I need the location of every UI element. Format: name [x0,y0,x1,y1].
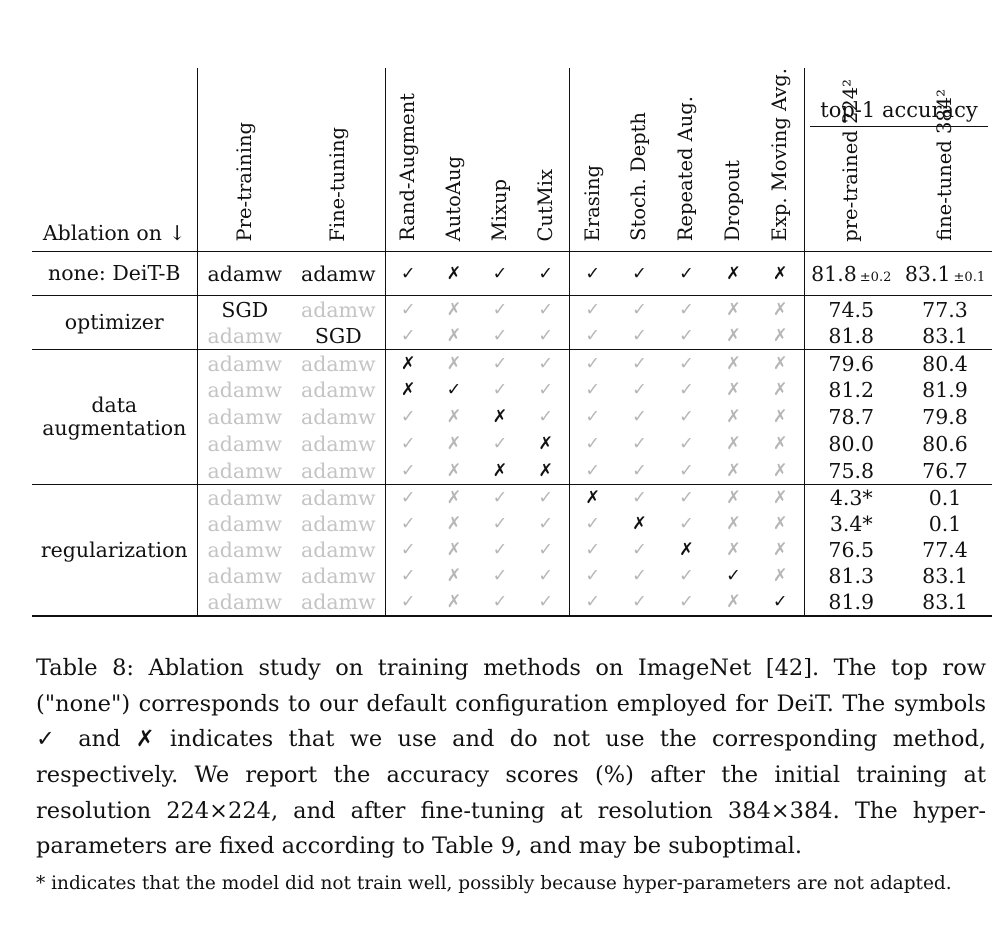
mark-stoch-depth: ✓ [632,566,647,587]
mark-repeated-aug: ✓ [679,592,694,613]
mark-cutmix: ✓ [523,350,569,377]
mark-exp-moving-avg: ✗ [757,323,804,350]
accuracy-224 [804,323,898,350]
mark-mixup: ✓ [492,434,508,455]
mark-repeated-aug: ✓ [679,434,694,455]
mark-exp-moving-avg: ✓ [757,589,804,616]
col-header-cutmix [523,68,569,252]
mark-cutmix: ✓ [523,589,569,616]
mark-rand-augment: ✓ [400,434,416,455]
mark-rand-augment: ✓ [400,326,416,347]
mark-stoch-depth: ✓ [632,380,647,401]
accuracy-value: 77.3 [922,297,968,322]
accuracy-224 [804,431,898,458]
mark-rand-augment: ✓ [400,514,416,535]
mark-cutmix: ✓ [523,323,569,350]
col-header-stoch-depth [616,68,663,252]
accuracy-value: 80.0 [828,432,875,457]
accuracy-value: 4.3* [829,486,873,511]
mark-cutmix: ✓ [523,485,569,512]
accuracy-224 [804,377,898,404]
rotated-header-label: Repeated Aug. [674,96,698,242]
mark-exp-moving-avg: ✗ [757,350,804,377]
accuracy-value: 74.5 [828,297,875,322]
accuracy-value: 76.5 [828,538,875,563]
mark-repeated-aug: ✓ [679,461,694,482]
accuracy-value: 79.8 [922,405,968,430]
mark-autoaug: ✗ [446,592,462,613]
mark-repeated-aug: ✓ [663,485,710,512]
mark-exp-moving-avg: ✗ [757,296,804,323]
top1-accuracy-label: top-1 accuracy [810,98,988,127]
mark-erasing: ✓ [585,592,601,613]
rotated-header-label: Pre-training [232,121,256,242]
accuracy-value: 83.1 [904,261,951,286]
accuracy-224 [804,563,898,589]
mark-autoaug: ✗ [446,263,462,284]
accuracy-384 [898,350,992,377]
accuracy-224 [804,404,898,431]
accuracy-384 [898,431,992,458]
mark-mixup: ✓ [492,592,508,613]
mark-erasing: ✓ [585,263,601,284]
accuracy-224 [804,589,898,616]
rotated-header-label: Dropout [721,159,745,242]
col-header-mixup [477,68,523,252]
mark-dropout: ✗ [726,434,741,455]
col-header-pretrained-224 [804,68,898,252]
accuracy-384 [898,563,992,589]
pre-training-value: adamw [207,538,283,563]
accuracy-384 [898,404,992,431]
mark-erasing: ✓ [585,434,601,455]
fine-tuning-value: adamw [292,563,385,589]
mark-exp-moving-avg: ✗ [757,252,804,296]
mark-exp-moving-avg: ✗ [757,377,804,404]
accuracy-value: 81.2 [828,378,875,403]
fine-tuning-value: SGD [292,323,385,350]
accuracy-384 [898,458,992,485]
mark-cutmix: ✓ [523,296,569,323]
pre-training-value: adamw [197,350,292,377]
mark-autoaug: ✗ [446,326,462,347]
accuracy-value: 79.6 [828,351,875,376]
mark-rand-augment: ✗ [385,350,431,377]
mark-rand-augment: ✓ [385,296,431,323]
fine-tuning-value: adamw [292,350,385,377]
mark-dropout: ✗ [726,592,741,613]
mark-dropout: ✗ [726,326,741,347]
fine-tuning-value: adamw [292,589,385,616]
mark-stoch-depth: ✓ [616,350,663,377]
mark-repeated-aug: ✓ [663,296,710,323]
group-label: data augmentation [32,350,197,485]
mark-rand-augment: ✓ [400,407,416,428]
accuracy-value: 81.9 [922,378,968,403]
col-header-fine-tuning [292,68,385,252]
rotated-header-label: pre-trained 224² [839,78,863,242]
mark-erasing: ✓ [585,566,601,587]
fine-tuning-value: adamw [292,296,385,323]
mark-exp-moving-avg: ✗ [757,458,804,485]
accuracy-value: 78.7 [828,405,875,430]
mark-stoch-depth: ✓ [616,485,663,512]
col-header-exp-moving-avg [757,68,804,252]
mark-exp-moving-avg: ✗ [757,511,804,537]
accuracy-384 [898,377,992,404]
mark-cutmix: ✓ [523,511,569,537]
fine-tuning-value: adamw [292,458,385,485]
mark-repeated-aug: ✗ [679,540,694,561]
fine-tuning-value: adamw [292,252,385,296]
mark-dropout: ✓ [726,566,741,587]
mark-dropout: ✗ [726,540,741,561]
paper-page [0,68,1002,938]
mark-rand-augment: ✓ [400,592,416,613]
mark-autoaug: ✗ [446,540,462,561]
table-row [32,350,992,377]
mark-cutmix: ✓ [523,252,569,296]
mark-stoch-depth: ✓ [632,592,647,613]
accuracy-384 [898,252,992,296]
mark-stoch-depth: ✓ [632,326,647,347]
pre-training-value: adamw [207,405,283,430]
accuracy-value: 81.3 [828,564,875,589]
mark-autoaug: ✗ [431,350,477,377]
mark-rand-augment: ✗ [400,380,416,401]
rotated-header-label: AutoAug [441,155,465,242]
col-header-dropout [710,68,757,252]
mark-stoch-depth: ✓ [616,296,663,323]
rotated-header-label: Exp. Moving Avg. [768,68,792,242]
rotated-header-label: CutMix [533,168,557,242]
mark-autoaug: ✓ [446,380,462,401]
mark-cutmix: ✓ [523,377,569,404]
accuracy-std: ±0.1 [953,269,986,285]
accuracy-value: 81.8 [828,324,875,349]
fine-tuning-value: adamw [292,431,385,458]
accuracy-value: 81.8 [811,261,857,286]
mark-mixup: ✓ [477,485,523,512]
mark-rand-augment: ✓ [385,485,431,512]
col-header-ablation-on: Ablation on ↓ [32,68,197,252]
mark-mixup: ✓ [492,380,508,401]
mark-stoch-depth: ✗ [632,514,647,535]
mark-repeated-aug: ✓ [679,263,694,284]
accuracy-value: 83.1 [922,590,968,615]
pre-training-value: adamw [207,378,283,403]
pre-training-value: adamw [207,261,283,286]
mark-dropout: ✗ [726,461,741,482]
header-row [32,68,992,252]
mark-mixup: ✓ [477,350,523,377]
mark-autoaug: ✗ [446,514,462,535]
pre-training-value: adamw [207,324,283,349]
rotated-header-label: Stoch. Depth [627,112,651,242]
fine-tuning-value: adamw [292,537,385,563]
mark-erasing: ✓ [585,461,601,482]
mark-repeated-aug: ✓ [679,326,694,347]
mark-rand-augment: ✓ [400,263,416,284]
group-label: regularization [32,485,197,617]
accuracy-384 [898,296,992,323]
accuracy-value: 80.4 [922,351,968,376]
col-header-repeated-aug [663,68,710,252]
mark-autoaug: ✗ [446,434,462,455]
mark-mixup: ✓ [492,326,508,347]
pre-training-value: adamw [207,432,283,457]
accuracy-384 [898,589,992,616]
mark-dropout: ✗ [710,485,757,512]
mark-autoaug: ✗ [446,461,462,482]
mark-rand-augment: ✓ [400,461,416,482]
mark-repeated-aug: ✓ [679,380,694,401]
table-caption: Table 8: Ablation study on training methods on ImageNet [42]. The top row ("none") corresponds to our default configuration employed for DeiT. The symbols ✓ and ✗ indicates that we use and do not use the corresponding method, respectively. We report the accuracy scores (%) after the initial training at resolution 224×224, and after fine-tuning at resolution 384×384. The hyper-parameters are fixed according to Table 9, and may be suboptimal. [36,655,986,860]
mark-repeated-aug: ✓ [679,566,694,587]
mark-stoch-depth: ✓ [632,461,647,482]
rotated-header-label: Rand-Augment [396,93,420,242]
pre-training-value: adamw [207,564,283,589]
mark-stoch-depth: ✓ [632,263,647,284]
fine-tuning-value: adamw [292,377,385,404]
accuracy-384 [898,511,992,537]
mark-autoaug: ✗ [431,296,477,323]
mark-dropout: ✗ [710,296,757,323]
accuracy-224 [804,296,898,323]
mark-erasing: ✓ [569,350,616,377]
accuracy-384 [898,485,992,512]
mark-exp-moving-avg: ✗ [757,537,804,563]
mark-erasing: ✓ [585,514,601,535]
table-row [32,296,992,323]
mark-autoaug: ✗ [431,485,477,512]
rotated-header-label: Fine-tuning [326,126,350,242]
group-label: none: DeiT-B [32,252,197,296]
mark-mixup: ✗ [492,461,508,482]
rotated-header-label: fine-tuned 384² [932,89,956,242]
mark-cutmix: ✓ [523,563,569,589]
accuracy-value: 75.8 [828,459,875,484]
mark-erasing: ✓ [585,540,601,561]
col-header-finetuned-384 [898,68,992,252]
accuracy-value: 0.1 [928,512,962,537]
mark-rand-augment: ✓ [400,566,416,587]
mark-dropout: ✗ [710,350,757,377]
col-header-erasing [569,68,616,252]
table-row [32,485,992,512]
mark-autoaug: ✗ [446,407,462,428]
accuracy-224 [804,537,898,563]
col-header-pre-training [197,68,292,252]
mark-cutmix: ✓ [523,537,569,563]
accuracy-224 [804,511,898,537]
accuracy-value: 83.1 [922,564,968,589]
group-label: optimizer [32,296,197,350]
mark-mixup: ✓ [492,566,508,587]
mark-erasing: ✓ [569,296,616,323]
accuracy-value: 83.1 [922,324,968,349]
mark-mixup: ✓ [492,540,508,561]
mark-cutmix: ✗ [523,458,569,485]
pre-training-value: SGD [197,296,292,323]
table-footnote: * indicates that the model did not train well, possibly because hyper-parameters are not adapted. [36,872,952,894]
mark-cutmix: ✓ [523,404,569,431]
mark-erasing: ✓ [585,407,601,428]
mark-dropout: ✗ [726,407,741,428]
pre-training-value: adamw [207,459,283,484]
mark-exp-moving-avg: ✗ [757,404,804,431]
mark-cutmix: ✗ [523,431,569,458]
mark-dropout: ✗ [726,514,741,535]
accuracy-224 [804,485,898,512]
accuracy-384 [898,537,992,563]
mark-exp-moving-avg: ✗ [757,563,804,589]
mark-repeated-aug: ✓ [663,350,710,377]
accuracy-224 [804,350,898,377]
accuracy-value: 77.4 [922,538,968,563]
accuracy-value: 81.9 [828,590,875,615]
mark-erasing: ✓ [585,380,601,401]
accuracy-384 [898,323,992,350]
mark-mixup: ✓ [492,263,508,284]
mark-stoch-depth: ✓ [632,540,647,561]
mark-dropout: ✗ [726,380,741,401]
pre-training-value: adamw [207,512,283,537]
fine-tuning-value: adamw [292,511,385,537]
mark-mixup: ✓ [492,514,508,535]
col-header-autoaug [431,68,477,252]
mark-erasing: ✗ [569,485,616,512]
accuracy-std: ±0.2 [859,269,892,285]
mark-repeated-aug: ✓ [679,514,694,535]
mark-mixup: ✓ [477,296,523,323]
mark-exp-moving-avg: ✗ [757,431,804,458]
mark-stoch-depth: ✓ [632,407,647,428]
accuracy-value: 80.6 [922,432,968,457]
mark-stoch-depth: ✓ [632,434,647,455]
mark-dropout: ✗ [726,263,741,284]
accuracy-224 [804,252,898,296]
mark-autoaug: ✗ [446,566,462,587]
pre-training-value: adamw [197,485,292,512]
accuracy-value: 0.1 [928,486,962,511]
mark-erasing: ✓ [585,326,601,347]
table-row [32,252,992,296]
mark-rand-augment: ✓ [400,540,416,561]
fine-tuning-value: adamw [292,404,385,431]
accuracy-224 [804,458,898,485]
col-header-rand-augment [385,68,431,252]
rotated-header-label: Mixup [487,179,511,242]
accuracy-value: 76.7 [922,459,968,484]
rotated-header-label: Erasing [580,164,604,242]
mark-repeated-aug: ✓ [679,407,694,428]
pre-training-value: adamw [207,590,283,615]
ablation-table [32,68,992,617]
mark-mixup: ✗ [492,407,508,428]
mark-exp-moving-avg: ✗ [757,485,804,512]
accuracy-value: 3.4* [829,512,873,537]
fine-tuning-value: adamw [292,485,385,512]
